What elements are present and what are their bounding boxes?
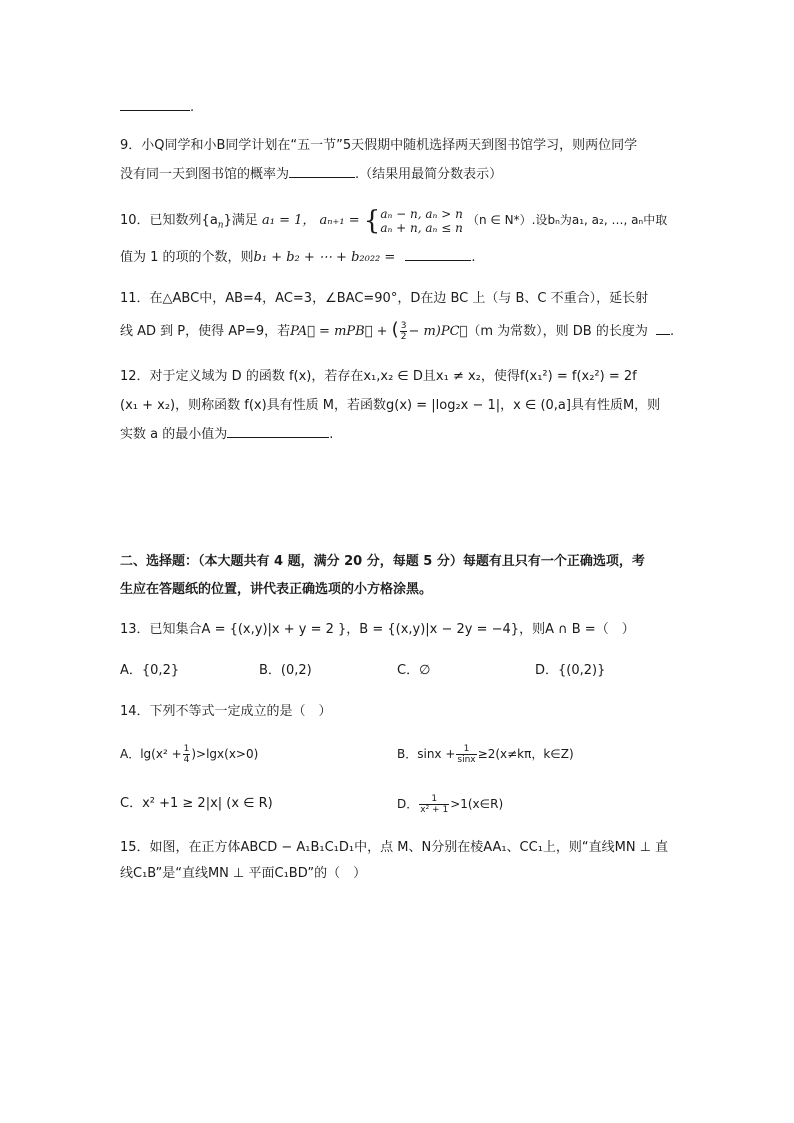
q9-line-1: 9．小Q同学和小B同学计划在“五一节”5天假期中随机选择两天到图书馆学习，则两位同学 xyxy=(120,138,638,153)
q12-text-b: . xyxy=(329,427,334,442)
q10-pre2: }满足 xyxy=(223,213,258,228)
answer-blank xyxy=(120,96,190,111)
section-2-heading-line-1: 二、选择题：（本大题共有 4 题，满分 20 分，每题 5 分）每题有且只有一个正确选项，考 xyxy=(120,554,645,569)
q9-text-b: .（结果用最简分数表示） xyxy=(355,167,503,182)
q12-line-1: 12．对于定义域为 D 的函数 f(x)，若存在x₁,x₂ ∈ D且x₁ ≠ x₂，使得f(x₁²) = f(x₂²) = 2f xyxy=(120,369,637,384)
q13-stem: 13．已知集合A = {(x,y)|x + y = 2 }，B = {(x,y)|x − 2y = −4}，则A ∩ B =（ ） xyxy=(120,622,635,637)
q11-line-1: 11．在△ABC中，AB=4，AC=3，∠BAC=90°，D在边 BC 上（与 B、C 不重合），延长射 xyxy=(120,291,649,306)
q8-period: . xyxy=(190,100,195,115)
answer-blank xyxy=(656,320,670,335)
answer-blank xyxy=(405,246,471,261)
q13-option-c: C．∅ xyxy=(397,663,431,678)
q11-text-c: . xyxy=(670,324,675,339)
left-paren: ( xyxy=(391,319,399,340)
q10-text-b: . xyxy=(471,250,476,265)
q10-pre: 10．已知数列{a xyxy=(120,213,218,228)
q12-line-3 xyxy=(120,423,333,445)
fraction: $\frac{1}{4}$ xyxy=(183,744,190,765)
answer-blank xyxy=(289,163,355,178)
q10-case-1: aₙ − n, aₙ > n xyxy=(380,206,463,221)
q13-option-a: A．{0,2} xyxy=(120,663,180,678)
q13-option-d: D．{(0,2)} xyxy=(535,663,606,678)
q11-text-a: 线 AD 到 P，使得 AP=9，若 xyxy=(120,324,291,339)
q10-sum: b₁ + b₂ + ⋯ + b₂₀₂₂ = xyxy=(253,250,396,265)
q10-an1: aₙ₊₁ = xyxy=(319,213,360,228)
fraction: $\frac{3}{2}$ xyxy=(400,321,407,342)
q14-stem: 14．下列不等式一定成立的是（ ） xyxy=(120,704,332,719)
q10-line-2 xyxy=(120,246,476,268)
q11-vector-eq: PA⃗ = mPB⃗ + xyxy=(290,324,388,339)
piecewise-cases xyxy=(380,207,463,235)
q14-option-a: A．lg(x² + $\frac{1}{4}$ )>lgx(x>0) xyxy=(120,744,259,765)
q15-line-2: 线C₁B”是“直线MN ⊥ 平面C₁BD”的（ ） xyxy=(120,866,367,881)
q14-option-d: D． $\frac{1}{\text{x² + 1}}$ >1(x∈R) xyxy=(397,794,504,815)
q14-option-c: C．x² +1 ≥ 2|x| (x ∈ R) xyxy=(120,796,273,811)
q10-case-2: aₙ + n, aₙ ≤ n xyxy=(380,220,463,235)
q11-text-b: （m 为常数），则 DB 的长度为 xyxy=(467,324,648,339)
q9-text-a: 没有同一天到图书馆的概率为 xyxy=(120,167,290,182)
q13-option-b: B．(0,2) xyxy=(259,663,312,678)
brace: { xyxy=(363,205,381,236)
q12-text-a: 实数 a 的最小值为 xyxy=(120,427,228,442)
q11-vector-eq-2: − m)PC⃗ xyxy=(408,324,468,339)
q10-text-a: 值为 1 的项的个数，则 xyxy=(120,250,254,265)
q10-line-1: 10．已知数列$\{a_n\}$满足 a₁ = 1， aₙ₊₁ = { aₙ − n, aₙ > n aₙ + n, aₙ ≤ n （n ∈ N*）.设bₙ为a₁, a₂, …, aₙ中取 xyxy=(120,205,668,236)
q14-option-b: B．sinx + $\frac{1}{\sin x}$ ≥2(x≠kπ，k∈Z) xyxy=(397,744,574,765)
q8-answer-line xyxy=(120,96,194,118)
q15-line-1: 15．如图，在正方体ABCD − A₁B₁C₁D₁中，点 M、N分别在棱AA₁、CC₁上，则“直线MN ⊥ 直 xyxy=(120,840,669,855)
q12-line-2: (x₁ + x₂)，则称函数 f(x)具有性质 M，若函数g(x) = |log₂x − 1|，x ∈ (0,a]具有性质M，则 xyxy=(120,398,661,413)
q11-line-2 xyxy=(120,318,674,344)
q10-a1: a₁ = 1， xyxy=(262,213,316,228)
fraction: $\frac{1}{\text{x² + 1}}$ xyxy=(420,794,449,815)
section-2-heading-line-2: 生应在答题纸的位置，讲代表正确选项的小方格涂黑。 xyxy=(120,582,433,597)
q9-line-2 xyxy=(120,163,502,185)
q10-cond: （n ∈ N*）.设bₙ为a₁, a₂, …, aₙ中取 xyxy=(466,213,668,227)
answer-blank xyxy=(227,423,329,438)
fraction: $\frac{1}{\sin x}$ xyxy=(457,744,476,765)
